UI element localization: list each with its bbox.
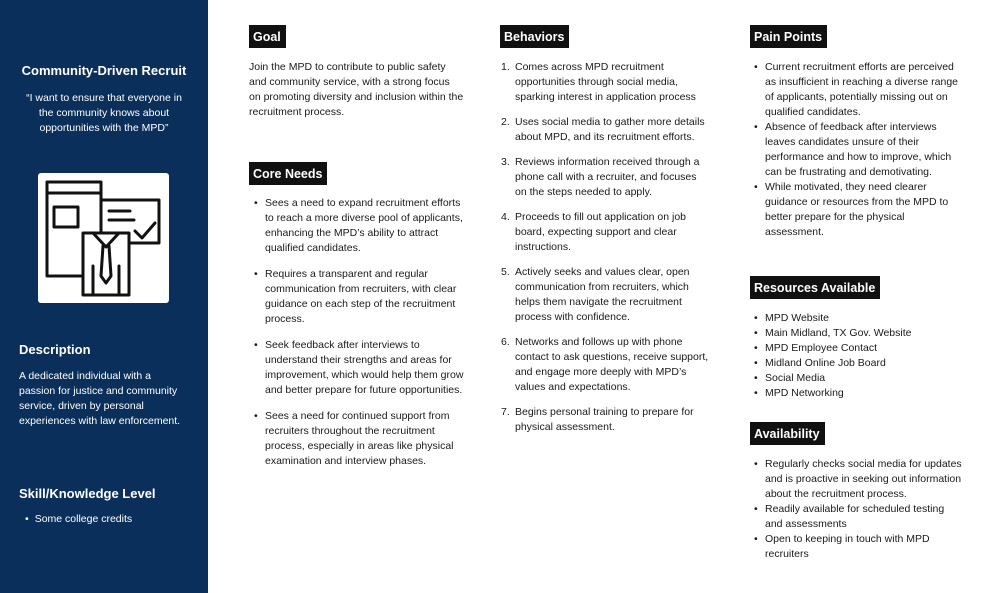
pain-points-heading: Pain Points [750,25,827,48]
item-text: Begins personal training to prepare for physical assessment. [515,406,694,433]
description-text: A dedicated individual with a passion for justice and community service, driven by personal experiences with law enforcement. [19,370,181,427]
list-item: • Main Midland, TX Gov. Website [754,326,964,341]
behaviors-heading: Behaviors [500,25,569,48]
list-item: • Absence of feedback after interviews leaves candidates unsure of their performance and how to improve, which can be frustrating and demotivating. [754,120,964,180]
item-text: Comes across MPD recruitment opportunities through social media, sparking interest in application process [515,61,696,103]
persona-title: Community-Driven Recruit [21,63,187,78]
item-text: Networks and follows up with phone contact to ask questions, receive support, and engage more deeply with MPD’s values and expectations. [515,336,709,393]
list-item: • Readily available for scheduled testing and assessments [754,502,964,532]
list-item [501,60,711,105]
list-item: • Current recruitment efforts are perceived as insufficient in reaching a diverse range of applicants, potentially missing out on qualified candidates. [754,60,964,120]
item-number: 3. [501,156,510,168]
core-needs-heading: Core Needs [249,162,327,185]
goal-text: Join the MPD to contribute to public safety and community service, with a strong focus on promoting diversity and inclusion within the recruitment process. [249,61,464,118]
list-item [501,155,711,200]
list-item: • MPD Networking [754,386,964,401]
list-item: • MPD Employee Contact [754,341,964,356]
persona-image-card [38,173,169,303]
list-item [501,335,711,395]
item-number: 6. [501,336,510,348]
list-item [501,405,711,435]
item-text: Reviews information received through a phone call with a recruiter, and focuses on the steps needed to apply. [515,156,700,198]
availability-heading: Availability [750,422,825,445]
skill-item: • Some college credits [25,512,132,527]
list-item: • Sees a need to expand recruitment efforts to reach a more diverse pool of applicants, enhancing the MPD’s ability to attract qualified candidates. [254,196,464,256]
core-needs-list [254,196,464,469]
goal-heading: Goal [249,25,286,48]
item-number: 7. [501,406,510,418]
list-item: • Seek feedback after interviews to understand their strengths and areas for improvement, which would help them grow and better prepare for future opportunities. [254,338,464,398]
list-item [501,210,711,255]
list-item: • Midland Online Job Board [754,356,964,371]
pain-points-list [754,60,964,240]
item-number: 1. [501,61,510,73]
item-number: 4. [501,211,510,223]
resources-list [754,311,964,401]
resources-heading: Resources Available [750,276,880,299]
item-text: Uses social media to gather more details about MPD, and its recruitment efforts. [515,116,705,143]
list-item [501,115,711,145]
skill-list [25,512,132,527]
behaviors-list [501,60,711,435]
list-item: • Regularly checks social media for updates and is proactive in seeking out information about the recruitment process. [754,457,964,502]
list-item [501,265,711,325]
item-number: 5. [501,266,510,278]
persona-quote: “I want to ensure that everyone in the community knows about opportunities with the MPD” [26,92,182,134]
item-number: 2. [501,116,510,128]
skill-heading: Skill/Knowledge Level [19,486,156,501]
list-item: • Sees a need for continued support from recruiters throughout the recruitment process, especially in areas like physical examination and interview phases. [254,409,464,469]
item-text: Proceeds to fill out application on job board, expecting support and clear instructions. [515,211,687,253]
list-item: • Open to keeping in touch with MPD recruiters [754,532,964,562]
description-heading: Description [19,342,91,357]
list-item: • MPD Website [754,311,964,326]
list-item: • While motivated, they need clearer guidance or resources from the MPD to better prepare for the physical assessment. [754,180,964,240]
persona-sidebar [0,0,208,593]
recruit-application-icon [38,173,169,303]
availability-list [754,457,964,562]
list-item: • Social Media [754,371,964,386]
list-item: • Requires a transparent and regular communication from recruiters, with clear guidance on each step of the recruitment process. [254,267,464,327]
item-text: Actively seeks and values clear, open communication from recruiters, which helps them navigate the recruitment process with confidence. [515,266,690,323]
